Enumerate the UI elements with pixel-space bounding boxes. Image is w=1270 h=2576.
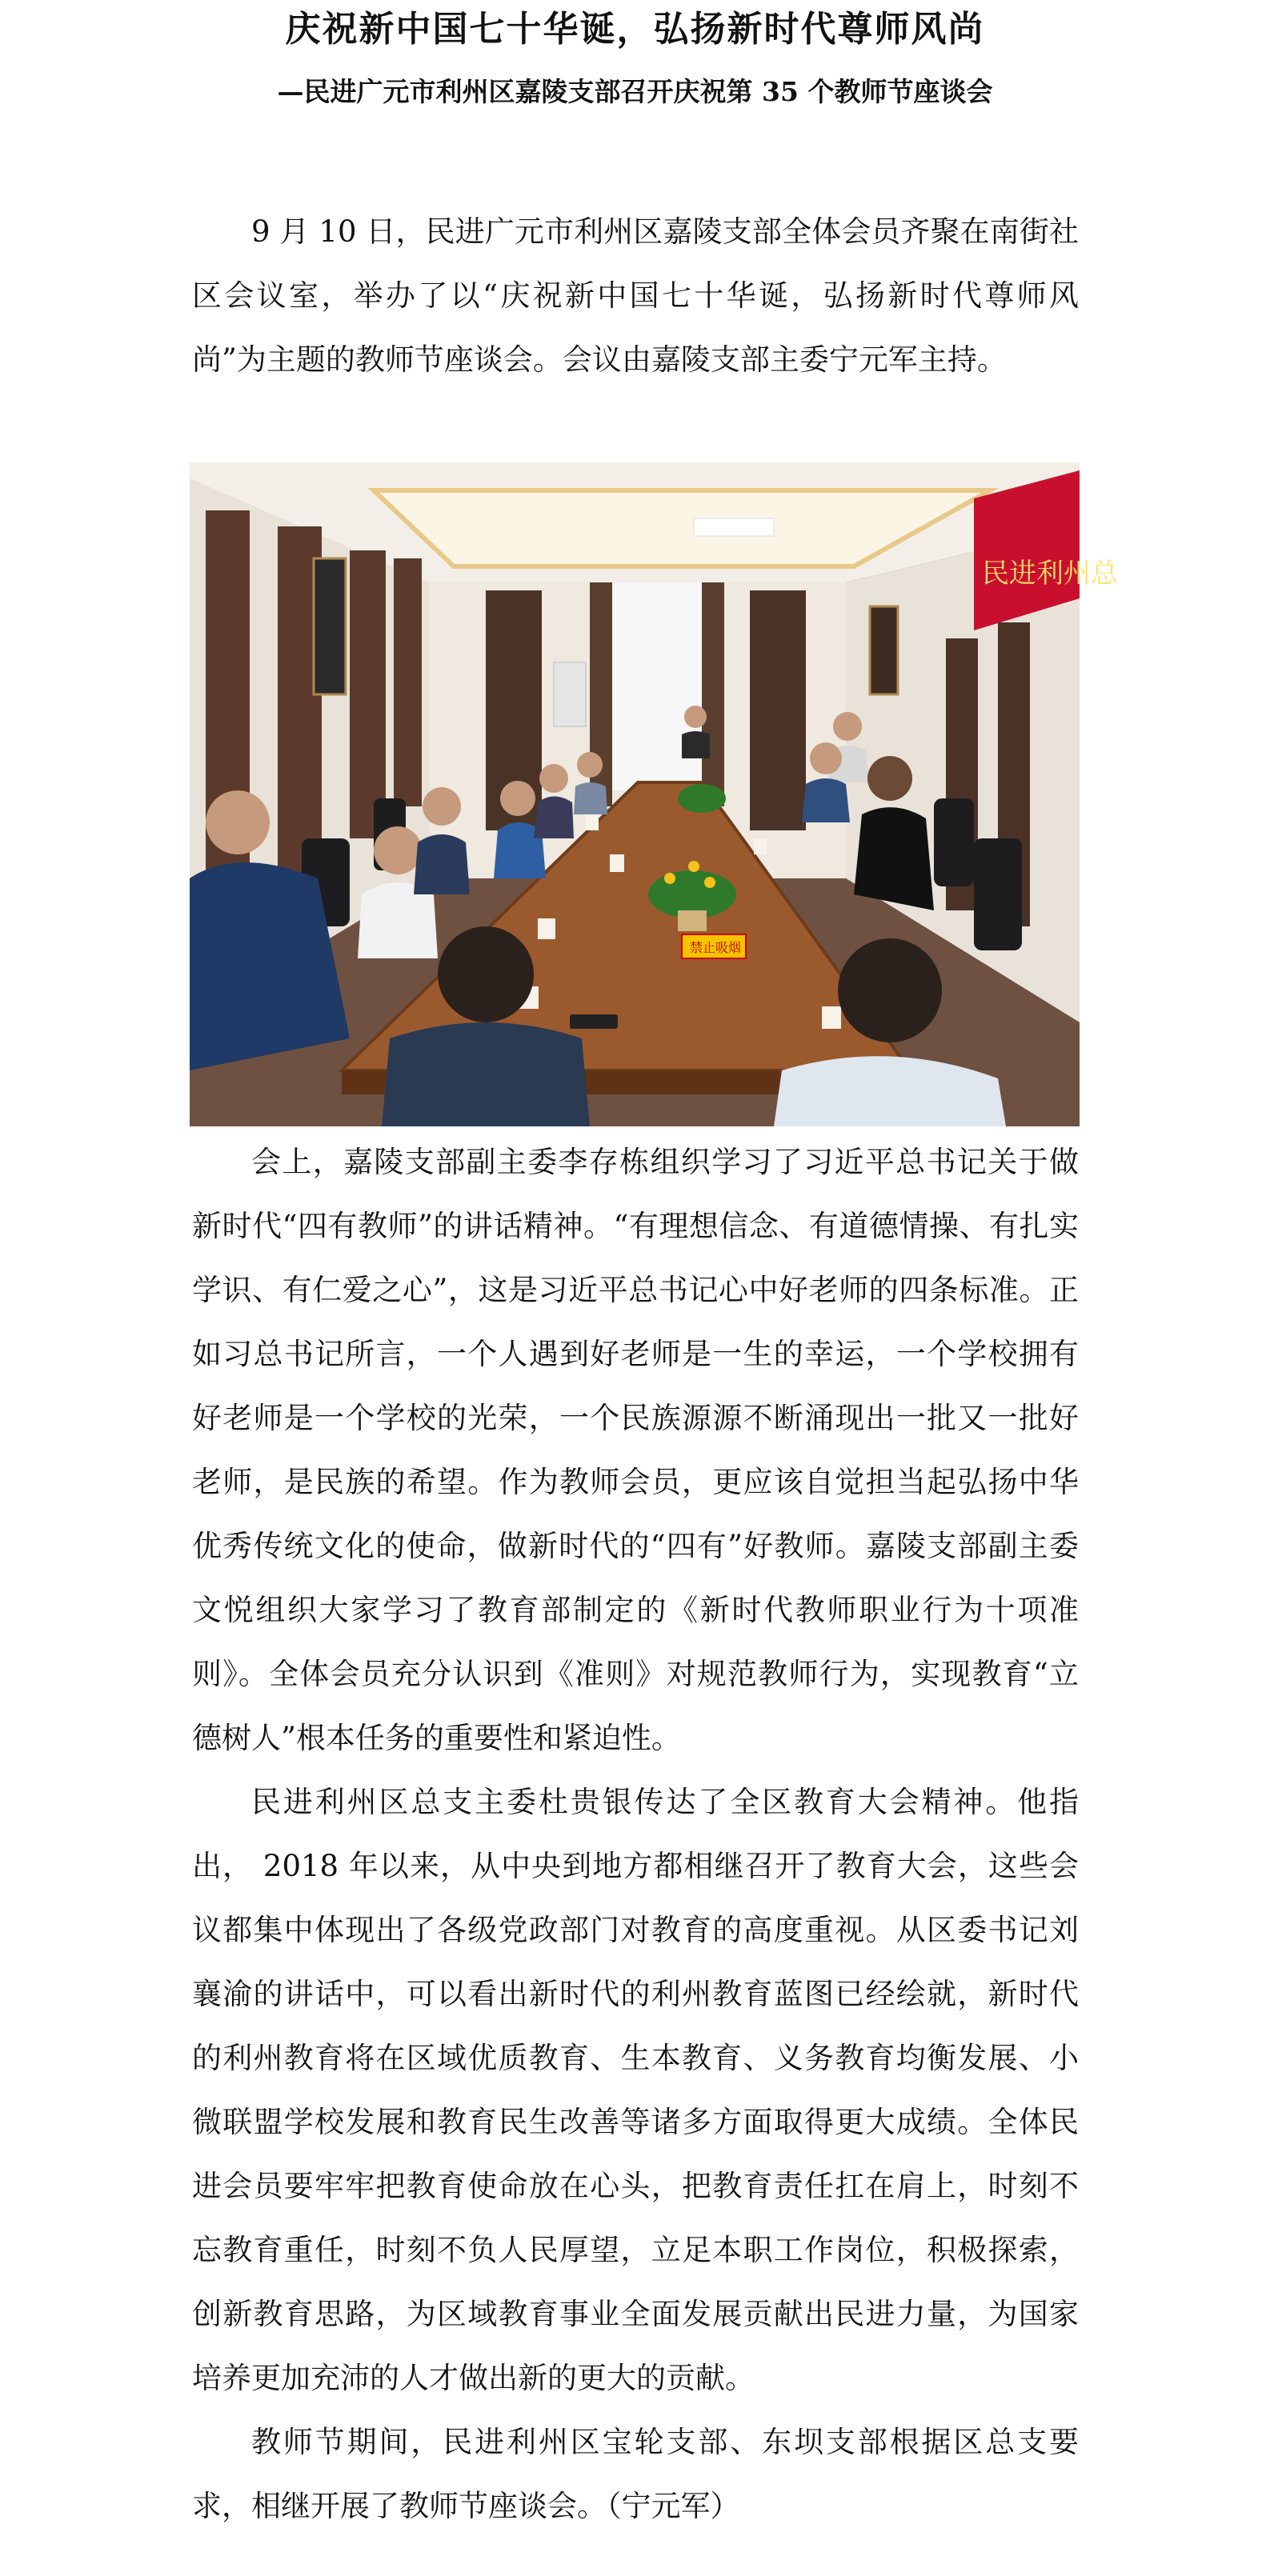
banner-text: 民进利州总 xyxy=(982,558,1118,590)
article-body-main xyxy=(192,1130,1079,2538)
article-body-top xyxy=(192,200,1079,392)
meeting-photo xyxy=(190,462,1118,1126)
article-subtitle: —民进广元市利州区嘉陵支部召开庆祝第 35 个教师节座谈会 xyxy=(277,76,993,107)
paragraph: 9 月 10 日，民进广元市利州区嘉陵支部全体会员齐聚在南街社区会议室，举办了以“庆祝新中国七十华诞，弘扬新时代尊师风尚”为主题的教师节座谈会。会议由嘉陵支部主委宁元军主持。 xyxy=(192,214,1079,377)
paragraph: 会上，嘉陵支部副主委李存栋组织学习了习近平总书记关于做新时代“四有教师”的讲话精神。“有理想信念、有道德情操、有扎实学识、有仁爱之心”，这是习近平总书记心中好老师的四条标准。正如习总书记所言，一个人遇到好老师是一生的幸运，一个学校拥有好老师是一个学校的光荣，一个民族源源不断涌现出一批又一批好老师，是民族的希望。作为教师会员，更应该自觉担当起弘扬中华优秀传统文化的使命，做新时代的“四有”好教师。嘉陵支部副主委文悦组织大家学习了教育部制定的《新时代教师职业行为十项准则》。全体会员充分认识到《准则》对规范教师行为，实现教育“立德树人”根本任务的重要性和紧迫性。 xyxy=(192,1145,1079,1755)
article-title: 庆祝新中国七十华诞，弘扬新时代尊师风尚 xyxy=(285,9,985,50)
paragraph: 民进利州区总支主委杜贵银传达了全区教育大会精神。他指出， 2018 年以来，从中央到地方都相继召开了教育大会，这些会议都集中体现出了各级党政部门对教育的高度重视。从区委书记刘襄渝的讲话中，可以看出新时代的利州教育蓝图已经绘就，新时代的利州教育将在区域优质教育、生本教育、义务教育均衡发展、小微联盟学校发展和教育民生改善等诸多方面取得更大成绩。全体民进会员要牢牢把教育使命放在心头，把教育责任扛在肩上，时刻不忘教育重任，时刻不负人民厚望，立足本职工作岗位，积极探索，创新教育思路，为区域教育事业全面发展贡献出民进力量，为国家培养更加充沛的人才做出新的更大的贡献。 xyxy=(192,1785,1079,2395)
meeting-room-illustration xyxy=(190,462,1118,1126)
paragraph: 教师节期间，民进利州区宝轮支部、东坝支部根据区总支要求，相继开展了教师节座谈会。（宁元军） xyxy=(192,2425,1079,2523)
table-sign-text: 禁止吸烟 xyxy=(690,940,742,955)
